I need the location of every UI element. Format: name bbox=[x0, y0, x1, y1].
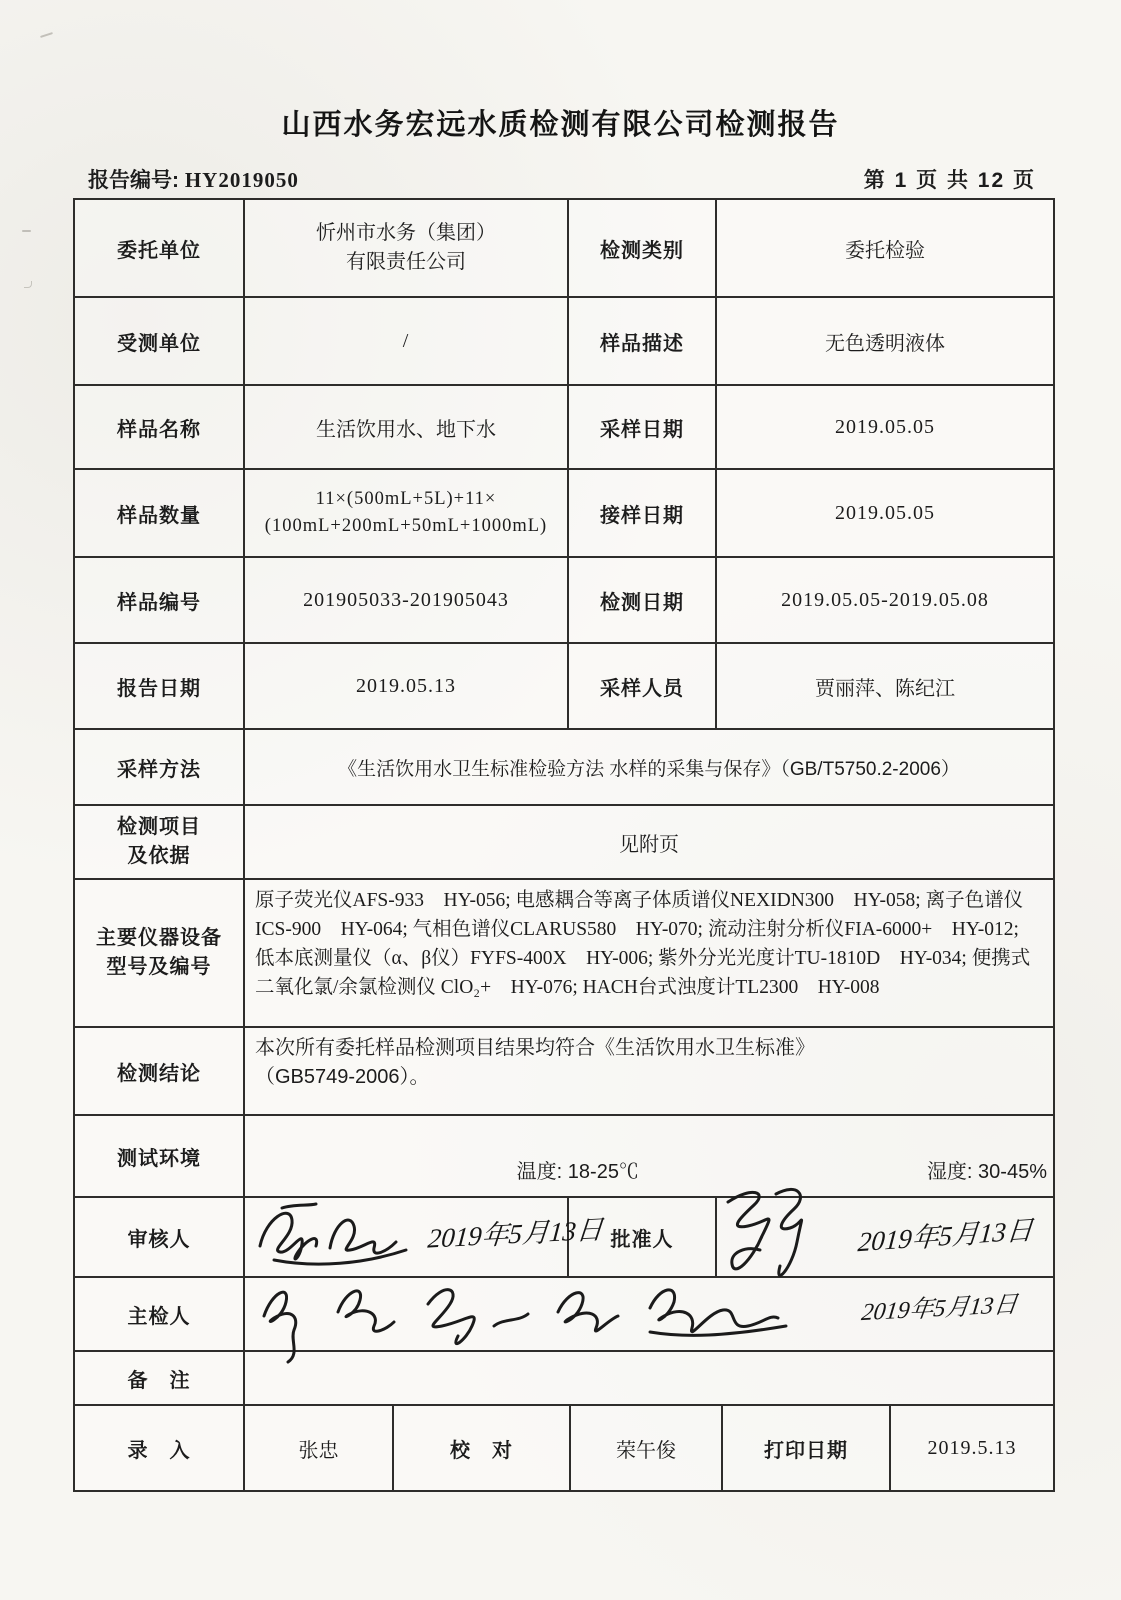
page-title: 山西水务宏远水质检测有限公司检测报告 bbox=[281, 109, 840, 141]
test-category-label: 检测类别 bbox=[567, 200, 715, 296]
sample-no-label: 样品编号 bbox=[117, 591, 201, 614]
inspectors-sign-date: 2019年5月13日 bbox=[860, 1291, 1020, 1327]
proofread-label: 校 对 bbox=[392, 1406, 569, 1490]
test-items-label-line2: 及依据 bbox=[127, 845, 191, 867]
reviewer-handwritten-signature bbox=[246, 1194, 426, 1272]
row-report-date bbox=[75, 642, 1053, 728]
samplers-label: 采样人员 bbox=[567, 644, 715, 728]
inspectors-label: 主检人 bbox=[127, 1305, 191, 1328]
tested-unit-value: / bbox=[243, 298, 567, 384]
instruments-label-line2: 型号及编号 bbox=[106, 956, 212, 978]
client-value-line1: 忻州市水务（集团） bbox=[316, 222, 496, 244]
print-date-label: 打印日期 bbox=[721, 1406, 889, 1490]
test-date-value: 2019.05.05-2019.05.08 bbox=[715, 558, 1053, 642]
row-sampling-method bbox=[75, 728, 1053, 804]
sampling-date-label: 采样日期 bbox=[567, 386, 715, 468]
report-date-label: 报告日期 bbox=[117, 677, 201, 700]
environment-value bbox=[243, 1116, 1053, 1196]
environment-humidity: 湿度: 30-45% bbox=[926, 1161, 1047, 1183]
row-client bbox=[75, 200, 1053, 296]
approver-sign-date: 2019年5月13日 bbox=[856, 1214, 1035, 1258]
sample-desc-value: 无色透明液体 bbox=[715, 298, 1053, 384]
report-number-label: 报告编号: bbox=[88, 169, 185, 192]
samplers-value: 贾丽萍、陈纪江 bbox=[715, 644, 1053, 728]
sampling-method-value: 《生活饮用水卫生标准检验方法 水样的采集与保存》（GB/T5750.2-2006） bbox=[243, 730, 1053, 804]
scan-artifact bbox=[24, 281, 32, 288]
instruments-label bbox=[75, 880, 243, 1026]
remarks-label: 备 注 bbox=[127, 1369, 191, 1392]
scan-artifact bbox=[40, 32, 53, 38]
row-instruments bbox=[75, 878, 1053, 1026]
row-test-items bbox=[75, 804, 1053, 878]
sample-name-value: 生活饮用水、地下水 bbox=[243, 386, 567, 468]
conclusion-line2: （GB5749-2006）。 bbox=[255, 1066, 430, 1088]
client-label: 委托单位 bbox=[117, 239, 201, 262]
receive-date-label: 接样日期 bbox=[567, 470, 715, 556]
environment-label: 测试环境 bbox=[117, 1147, 201, 1170]
client-value-line2: 有限责任公司 bbox=[346, 251, 466, 273]
meta-line bbox=[88, 164, 1036, 194]
entry-label: 录 入 bbox=[127, 1439, 191, 1462]
row-environment bbox=[75, 1114, 1053, 1196]
row-sample-qty bbox=[75, 468, 1053, 556]
row-sample-name bbox=[75, 384, 1053, 468]
sampling-method-label: 采样方法 bbox=[117, 758, 201, 781]
test-category-value: 委托检验 bbox=[715, 200, 1053, 296]
approver-label: 批准人 bbox=[567, 1198, 715, 1276]
conclusion-line1: 本次所有委托样品检测项目结果均符合《生活饮用水卫生标准》 bbox=[255, 1037, 815, 1059]
row-tested-unit bbox=[75, 296, 1053, 384]
reviewer-sign-date: 2019年5月13日 bbox=[426, 1214, 605, 1254]
row-sample-no bbox=[75, 556, 1053, 642]
sample-desc-label: 样品描述 bbox=[567, 298, 715, 384]
test-items-value: 见附页 bbox=[243, 806, 1053, 878]
row-entry-proofread bbox=[75, 1404, 1053, 1490]
entry-value: 张忠 bbox=[243, 1406, 392, 1490]
sample-qty-value bbox=[243, 470, 567, 556]
report-number-value: HY2019050 bbox=[184, 168, 299, 192]
instruments-label-line1: 主要仪器设备 bbox=[96, 927, 222, 949]
sample-name-label: 样品名称 bbox=[117, 418, 201, 441]
sampling-date-value: 2019.05.05 bbox=[715, 386, 1053, 468]
instruments-value: 原子荧光仪AFS-933 HY-056; 电感耦合等离子体质谱仪NEXIDN300 HY-058; 离子色谱仪ICS-900 HY-064; 气相色谱仪CLARUS580 HY-070; 流动注射分析仪FIA-6000+ HY-012; 低本底测量仪（α、β仪）FYFS-400X HY-006; 紫外分光光度计TU-1810D HY-034; 便携式二氧化氯/余氯检测仪 ClO₂+ HY-076; HACH台式浊度计TL2300 HY-008 bbox=[243, 880, 1053, 1026]
report-number bbox=[88, 164, 299, 194]
report-date-value: 2019.05.13 bbox=[243, 644, 567, 728]
print-date-value: 2019.5.13 bbox=[889, 1406, 1053, 1490]
reviewer-label: 审核人 bbox=[127, 1228, 191, 1251]
test-items-label-line1: 检测项目 bbox=[117, 816, 201, 838]
sample-qty-line2: (100mL+200mL+50mL+1000mL) bbox=[264, 516, 548, 536]
scan-artifact bbox=[22, 230, 31, 232]
receive-date-value: 2019.05.05 bbox=[715, 470, 1053, 556]
sample-qty-label: 样品数量 bbox=[117, 504, 201, 527]
page-indicator: 第 1 页 共 12 页 bbox=[863, 169, 1036, 192]
client-value bbox=[243, 200, 567, 296]
row-conclusion bbox=[75, 1026, 1053, 1114]
test-items-label bbox=[75, 806, 243, 878]
inspectors-handwritten-signatures bbox=[246, 1268, 856, 1364]
sample-no-value: 201905033-201905043 bbox=[243, 558, 567, 642]
test-date-label: 检测日期 bbox=[567, 558, 715, 642]
tested-unit-label: 受测单位 bbox=[117, 332, 201, 355]
proofread-value: 荣午俊 bbox=[569, 1406, 721, 1490]
conclusion-value bbox=[243, 1028, 1053, 1114]
environment-temperature: 温度: 18-25℃ bbox=[516, 1161, 639, 1183]
sample-qty-line1: 11×(500mL+5L)+11× bbox=[315, 489, 497, 510]
conclusion-label: 检测结论 bbox=[117, 1062, 201, 1085]
